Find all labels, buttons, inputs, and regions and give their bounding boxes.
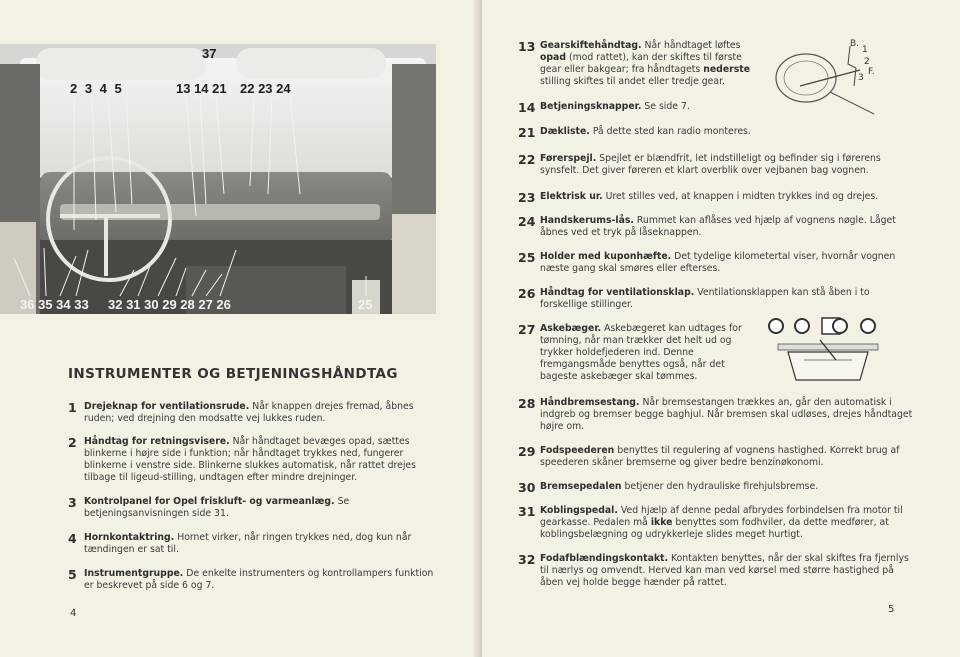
- gear-label-b: B.: [850, 39, 860, 49]
- photo-label-bottom-left: 36 35 34 33: [20, 297, 89, 312]
- left-page: 37 2 3 4 5 13 14 21 22 23 24 36 35 34 33 32 31 30 29 28 27 26 25 INSTRUMENTER OG BETJENINGSHÅNDTAG 1 Drejeknap for ventilationsrude. Når knappen drejes fremad, åbnes ruden; ved drejning den modsatte vej lukkes ruden. 2 Håndtag for retningsvisere. Når håndtaget bevæges opad, sættes blinkerne i højre side i funktion; når håndtaget trykkes ned, fungerer blinkerne i venstre side. Blinkerne slukkes automatisk, når rattet drejes tilbage til ligeud-stilling, undtagen efter mindre drejninger. 3 Kontrolpanel for Opel friskluft- og varmeanlæg. Se betjeningsanvisningen side 31. 4 Hornkontaktring. Hornet virker, når ringen trykkes ned, dog kun når tændingen er sat til. 5 Instrumentgruppe. De enkelte instrumenters og kontrollampers funktion er beskrevet på side 6 og 7. 4: [0, 0, 478, 657]
- photo-label-25: 25: [358, 297, 373, 312]
- gear-label-2: 2: [864, 57, 870, 67]
- dashboard-photo: [0, 44, 436, 314]
- gear-label-1: 1: [862, 45, 868, 55]
- photo-label-37: 37: [202, 46, 217, 61]
- photo-label-top-center: 13 14 21: [176, 81, 227, 96]
- ashtray-diagram: [768, 314, 890, 386]
- page-number-right: 5: [888, 604, 895, 615]
- gear-label-f: F.: [868, 67, 875, 77]
- photo-label-top-left: 2 3 4 5: [70, 81, 122, 96]
- photo-label-bottom-mid: 32 31 30 29 28 27 26: [108, 297, 231, 312]
- photo-label-top-right: 22 23 24: [240, 81, 291, 96]
- right-page: 13 Gearskiftehåndtag. Når håndtaget løftes opad (mod rattet), kan der skiftes til første gear eller bakgear; fra håndtagets nederste stilling skiftes til andet eller tredje gear. B. 1 2 3 F. 14 Betjeningsknapper. Se side 7. 21 Dækliste. På dette sted kan radio monteres. 22 Førerspejl. Spejlet er blændfrit, let indstilleligt og befinder sig i førerens synsfelt. Det giver føreren et klart overblik over vejbanen bag vognen. 23 Elektrisk ur. Uret stilles ved, at knappen i midten trykkes ind og drejes. 24 Handskerums-lås. Rummet kan aflåses ved hjælp af vognens nøgle. Låget åbnes ved et tryk på låseknappen. 25 Holder med kuponhæfte. Det tydelige kilometertal viser, hvornår vognen næste gang skal smøres eller efterses. 26 Håndtag for ventilationsklap. Ventilationsklappen kan stå åben i to forskellige stillinger. 27 Askebæger. Askebægeret kan udtages for tømning, når man trækker det helt ud og trykker holdefjederen ind. Denne fremgangsmåde benyttes også, når det bageste askebæger skal tømmes. 28 Håndbremsestang. Når bremsestangen trækkes an, går den automatisk i indgreb og bremser begge baghjul. Når bremsen skal udløses, drejes håndtaget højre om. 29 Fodspeederen benyttes til regulering af vognens hastighed. Korrekt brug af speederen skåner bremserne og giver bedre benzinøkonomi. 30 Bremsepedalen betjener den hydrauliske firehjulsbremse. 31 Koblingspedal. Ved hjælp af denne pedal afbrydes forbindelsen fra motor til gearkasse. Pedalen må ikke benyttes som fodhviler, da dette medfører, at koblingsbelægning og udrykkerleje slides meget hurtigt. 32 Fodafblændingskontakt. Kontakten benyttes, når der skal skiftes fra fjernlys til nærlys og omvendt. Herved kan man ved kørsel med større hastighed på åben vej holde begge hænder på rattet. 5: [482, 0, 960, 657]
- page-number-left: 4: [70, 608, 77, 619]
- section-heading: INSTRUMENTER OG BETJENINGSHÅNDTAG: [68, 366, 398, 382]
- gear-shift-diagram: [770, 34, 880, 118]
- gear-label-3: 3: [858, 73, 864, 83]
